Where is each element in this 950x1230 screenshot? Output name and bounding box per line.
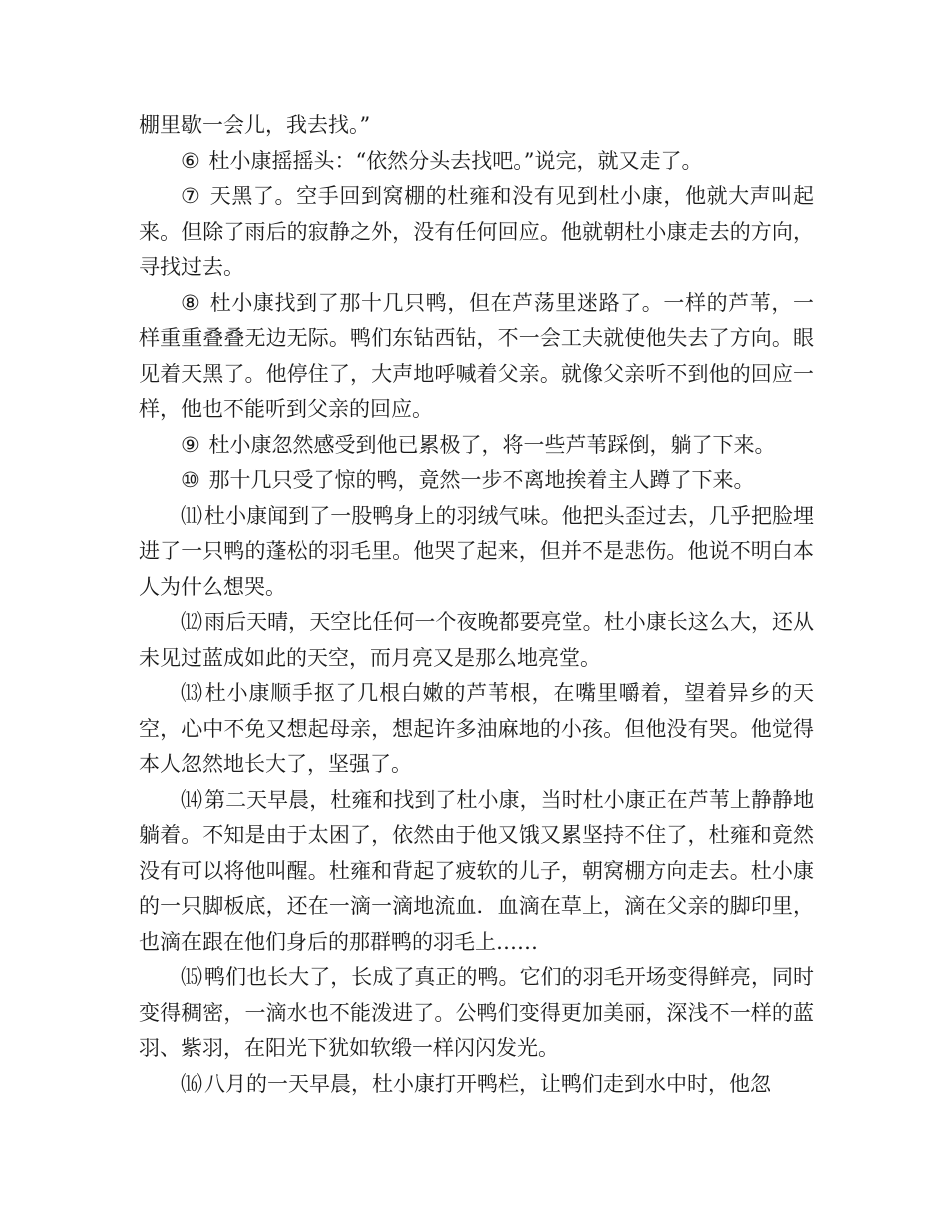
paragraph-continued [139,108,814,144]
paragraph-12 [139,605,814,676]
paragraph-number: ⑨ [181,432,200,457]
paragraph-16 [139,1067,814,1103]
paragraph-number: ⑧ [181,290,201,315]
paragraph-number: ⑾ [181,503,203,528]
paragraph-text: 天黑了。空手回到窝棚的杜雍和没有见到杜小康，他就大声叫起来。但除了雨后的寂静之外，没有任何回应。他就朝杜小康走去的方向，寻找过去。 [139,184,814,279]
paragraph-text: 第二天早晨，杜雍和找到了杜小康，当时杜小康正在芦苇上静静地躺着。不知是由于太困了，依然由于他又饿又累坚持不住了，杜雍和竟然没有可以将他叫醒。杜雍和背起了疲软的儿子，朝窝棚方向走去。杜小康的一只脚板底，还在一滴一滴地流血．血滴在草上，滴在父亲的脚印里，也滴在跟在他们身后的那群鸭的羽毛上…… [139,787,815,954]
paragraph-13 [139,676,814,783]
paragraph-10 [139,463,814,499]
paragraph-number: ⑥ [181,148,200,173]
paragraph-15 [139,960,814,1067]
paragraph-text: 雨后天晴，天空比任何一个夜晚都要亮堂。杜小康长这么大，还从未见过蓝成如此的天空，而月亮又是那么地亮堂。 [139,610,815,670]
document-page [139,108,814,1102]
paragraph-number: ⑿ [181,610,203,634]
paragraph-number: ⑩ [181,468,200,492]
paragraph-11 [139,499,814,606]
paragraph-text: 八月的一天早晨，杜小康打开鸭栏，让鸭们走到水中时，他忽 [204,1071,771,1096]
paragraph-number: ⒀ [181,681,203,705]
paragraph-6 [139,144,814,180]
paragraph-text: 棚里歇一会儿，我去找。” [139,113,371,137]
paragraph-number: ⒃ [181,1071,202,1096]
paragraph-text: 杜小康摇摇头：“依然分头去找吧。”说完，就又走了。 [208,148,703,173]
paragraph-number: ⒁ [181,787,203,812]
paragraph-text: 杜小康忽然感受到他已累极了，将一些芦苇踩倒，躺了下来。 [208,432,776,457]
paragraph-text: 那十几只受了惊的鸭，竟然一步不离地挨着主人蹲了下来。 [208,468,755,492]
paragraph-text: 杜小康找到了那十几只鸭，但在芦荡里迷路了。一样的芦苇，一样重重叠叠无边无际。鸭们东钻西钻，不一会工夫就使他失去了方向。眼见着天黑了。他停住了，大声地呼喊着父亲。就像父亲听不到他的回应一样，他也不能听到父亲的回应。 [139,290,814,421]
paragraph-8 [139,286,814,428]
paragraph-text: 杜小康闻到了一股鸭身上的羽绒气味。他把头歪过去，几乎把脸埋进了一只鸭的蓬松的羽毛里。他哭了起来，但并不是悲伤。他说不明白本人为什么想哭。 [139,503,815,599]
paragraph-text: 鸭们也长大了，长成了真正的鸭。它们的羽毛开场变得鲜亮，同时变得稠密，一滴水也不能泼进了。公鸭们变得更加美丽，深浅不一样的蓝羽、紫羽，在阳光下犹如软缎一样闪闪发光。 [139,965,815,1060]
paragraph-7 [139,179,814,286]
paragraph-14 [139,783,814,961]
paragraph-number: ⒂ [181,965,203,989]
paragraph-text: 杜小康顺手抠了几根白嫩的芦苇根，在嘴里嚼着，望着异乡的天空，心中不免又想起母亲，想起许多油麻地的小孩。但他没有哭。他觉得本人忽然地长大了，坚强了。 [139,681,815,776]
paragraph-number: ⑦ [181,184,201,208]
paragraph-9 [139,428,814,464]
